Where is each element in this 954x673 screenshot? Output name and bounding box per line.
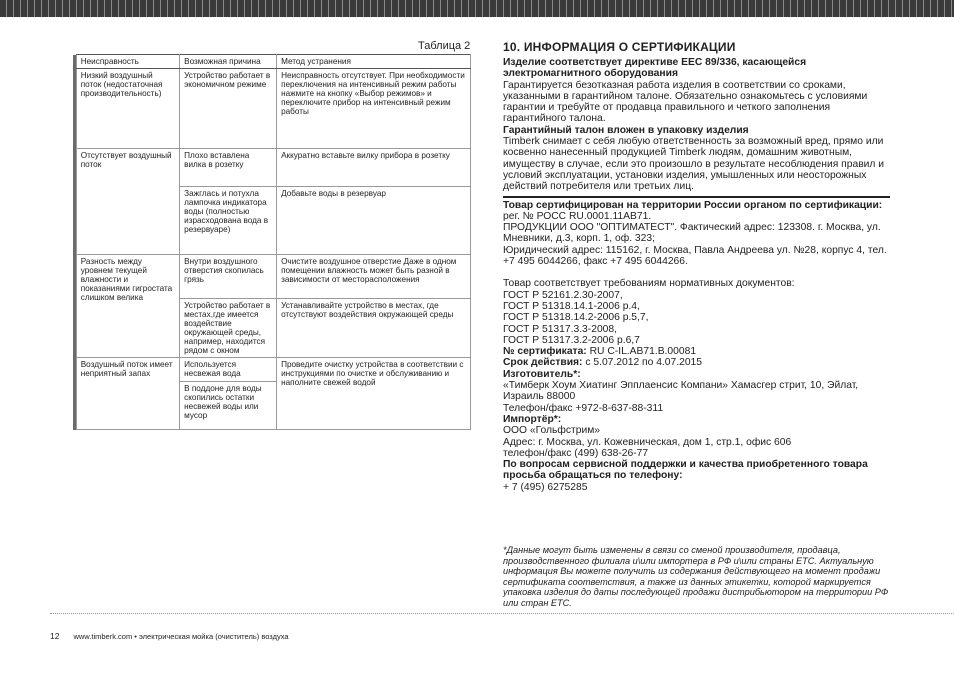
cert-no-value: RU C-IL.AB71.B.00081: [586, 346, 697, 358]
cert-no-label: № сертификата:: [503, 346, 587, 358]
header-stripe: [0, 0, 954, 17]
table-row: [73, 358, 471, 382]
reg-number: рег. № РОСС RU.0001.11АВ71.: [503, 210, 652, 222]
manufacturer-label: Изготовитель*:: [503, 368, 581, 380]
manufacturer-phone: Телефон/факс +972-8-637-88-311: [503, 402, 664, 414]
table-row: [73, 69, 471, 149]
cause-cell: Плохо вставлена вилка в розетку: [180, 149, 277, 187]
standard-item: ГОСТ Р 51317.3.2-2006 р.6,7: [503, 334, 640, 346]
fix-cell: Устанавливайте устройство в местах, где отсутствуют воздействия окружающей среды: [277, 299, 471, 358]
standard-item: ГОСТ Р 52161.2.30-2007,: [503, 289, 623, 301]
standard-item: ГОСТ Р 51318.14.1-2006 р.4,: [503, 300, 640, 312]
importer-address: Адрес: г. Москва, ул. Кожевническая, дом 1, стр.1, офис 606: [503, 436, 792, 448]
section-heading: 10. ИНФОРМАЦИЯ О СЕРТИФИКАЦИИ: [503, 40, 736, 54]
importer-phone: телефон/факс (499) 638-26-77: [503, 447, 649, 459]
coupon-text: Гарантийный талон вложен в упаковку изделия: [503, 124, 749, 136]
table-row: [73, 149, 471, 187]
importer-name: ООО «Гольфстрим»: [503, 425, 600, 437]
footer-text: www.timberk.com • электрическая мойка (очиститель) воздуха: [73, 632, 289, 641]
standard-item: ГОСТ Р 51318.14.2-2006 р.5,7,: [503, 312, 649, 324]
fault-cell: Отсутствует воздушный поток: [76, 149, 179, 255]
table-header-row: [73, 55, 471, 69]
valid-label: Срок действия:: [503, 357, 583, 369]
standards-intro: Товар соответствует требованиям нормативных документов:: [503, 278, 795, 290]
warranty-text: Гарантируется безотказная работа изделия в соответствии со сроками, указанными в гарантийном талоне. Обязательно ознакомьтесь с условиями гарантии и требуйте от продавца правильного и четкого заполнения гарантийного талона.: [503, 79, 868, 125]
cause-cell: Используется несвежая вода: [180, 358, 277, 382]
fault-cell: Воздушный поток имеет неприятный запах: [76, 358, 179, 430]
directive-text: Изделие соответствует директиве EEC 89/336, касающейся электромагнитного оборудования: [503, 57, 807, 80]
table-caption: Таблица 2: [418, 40, 471, 52]
standard-item: ГОСТ Р 51317.3.3-2008,: [503, 323, 617, 335]
footnote: *Данные могут быть изменены в связи со сменой производителя, продавца, производственного филиала и\или импортера в РФ и\или страны ЕТС. Актуальную информация Вы можете получить из содержания действующего на момент продажи сертификата соответствия, а также из данных этикетки, которой маркируется упаковка изделия до даты последующей продажи дистрибьютором на территории РФ или стран ЕТС.: [503, 545, 889, 608]
page-footer: [50, 631, 289, 641]
fault-cell: Разность между уровнем текущей влажности и показаниями гигростата слишком велика: [76, 255, 179, 358]
manufacturer-text: «Тимберк Хоум Хиатинг Эпплаенсис Компани» Хамасгер стрит, 10, Эйлат, Израиль 88000: [503, 380, 859, 403]
fix-cell: Проведите очистку устройства в соответствии с инструкциями по очистке и обслуживанию и наполните свежей водой: [277, 358, 471, 430]
footer-divider: [50, 613, 954, 614]
header-fix: Метод устранения: [277, 55, 471, 69]
certified-heading: Товар сертифицирован на территории России органом по сертификации:: [503, 199, 883, 211]
support-phone: + 7 (495) 6275285: [503, 481, 588, 493]
fix-cell: Очистите воздушное отверстие Даже в одном помещении влажность может быть разной в зависимости от месторасположения: [277, 255, 471, 299]
cause-cell: Внутри воздушного отверстия скопилась грязь: [180, 255, 277, 299]
header-fault: Неисправность: [76, 55, 179, 69]
troubleshooting-table: [73, 54, 471, 430]
table-row: [73, 255, 471, 299]
producer-text: ПРОДУКЦИИ ООО "ОПТИМАТЕСТ". Фактический адрес: 123308. г. Москва, ул. Мневники, д.3, корп. 1, оф. 323;: [503, 222, 881, 245]
fix-cell: Аккуратно вставьте вилку прибора в розетку: [277, 149, 471, 187]
fault-cell: Низкий воздушный поток (недостаточная производительность): [76, 69, 179, 149]
importer-label: Импортёр*:: [503, 413, 562, 425]
fix-cell: Добавьте воды в резервуар: [277, 187, 471, 255]
cause-cell: В поддоне для воды скопились остатки несвежей воды или мусор: [180, 382, 277, 430]
liability-text: Timberk снимает с себя любую ответственность за возможный вред, прямо или косвенно нанесенный продукцией Timberk людям, домашним животным, имуществу в случае, если это произошло в результате несоблюдения правил и условий эксплуатации, установки изделия, умышленных или неосторожных действий потребителя или третьих лиц.: [503, 136, 885, 193]
cause-cell: Зажглась и потухла лампочка индикатора воды (полностью израсходована вода в резервуаре): [180, 187, 277, 255]
header-cause: Возможная причина: [180, 55, 277, 69]
legal-address: Юридический адрес: 115162, г. Москва, Павла Андреева ул. №28, корпус 4, тел. +7 495 6044266, факс +7 495 6044266.: [503, 244, 887, 268]
cause-cell: Устройство работает в местах,где имеется воздействие окружающей среды, например, находится рядом с окном: [180, 299, 277, 358]
certification-section: [503, 40, 893, 493]
fix-cell: Неисправность отсутствует. При необходимости переключения на интенсивный режим работы нажмите на кнопку «Выбор режимов» и переключите прибор на интенсивный режим работы: [277, 69, 471, 149]
page-number: 12: [50, 631, 60, 641]
cause-cell: Устройство работает в экономичном режиме: [180, 69, 277, 149]
section-divider: [503, 196, 890, 198]
valid-value: с 5.07.2012 по 4.07.2015: [582, 357, 703, 369]
support-text: По вопросам сервисной поддержки и качества приобретенного товара просьба обращаться по телефону:: [503, 459, 868, 482]
